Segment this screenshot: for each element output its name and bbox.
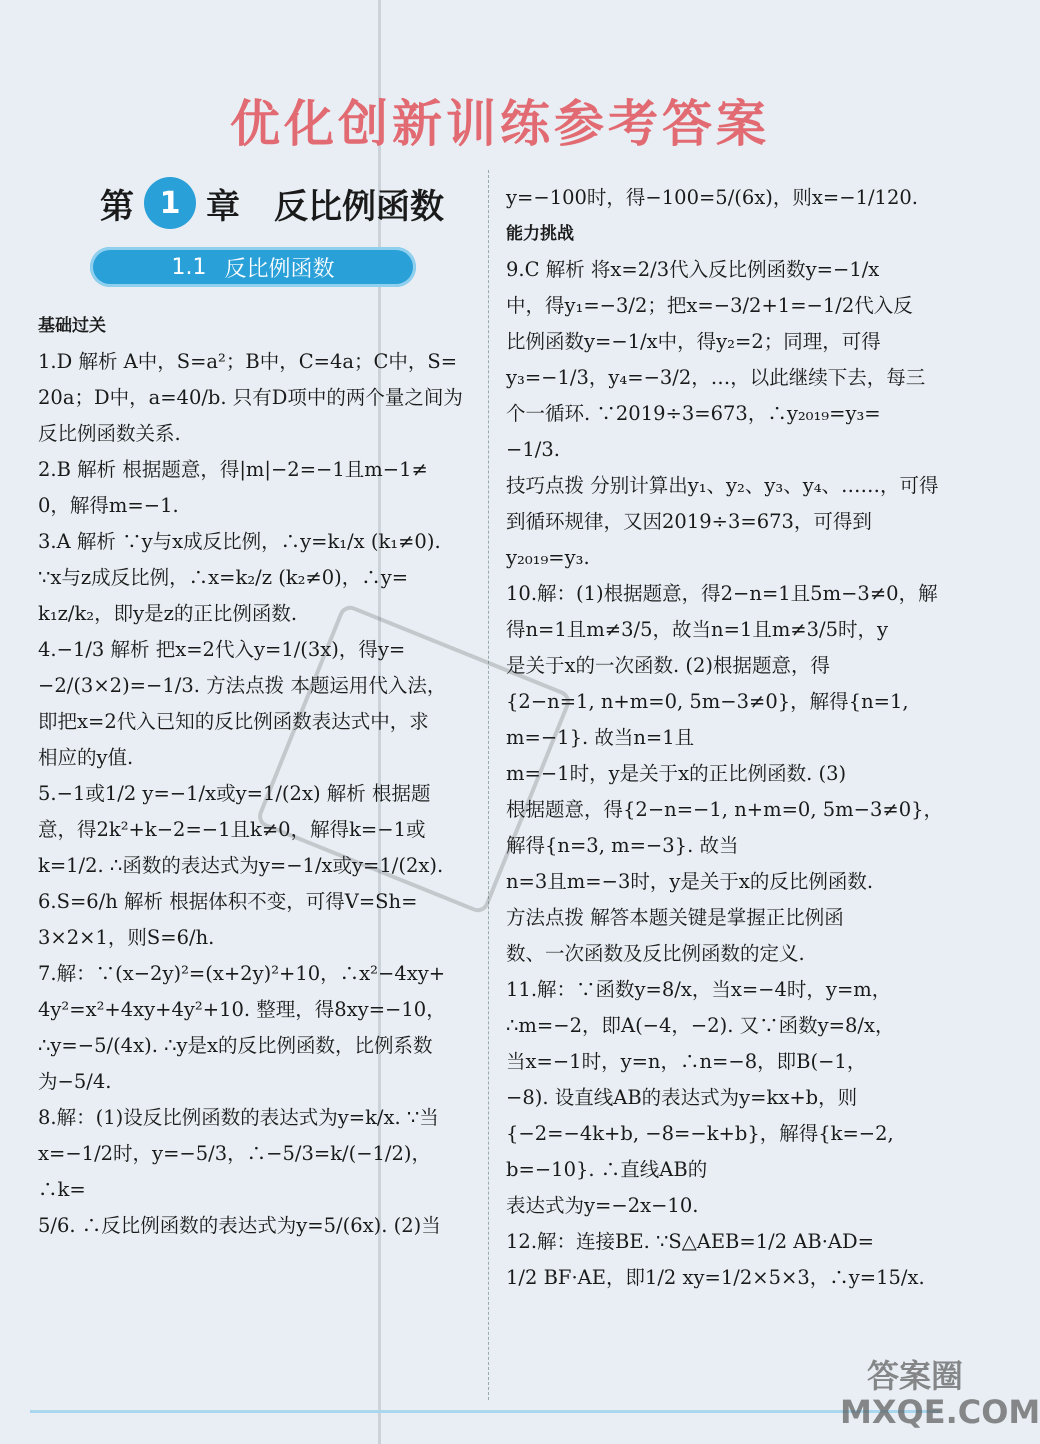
answer-line: 1.D 解析 A中，S=a²；B中，C=4a；C中，S= bbox=[38, 350, 458, 373]
answer-line: 根据题意，得{2−n=−1, n+m=0, 5m−3≠0}，解得{n=3, m=−3}. 故当 bbox=[506, 798, 944, 857]
answer-line: −1/3. bbox=[506, 438, 560, 461]
answer-line: 4y²=x²+4xy+4y²+10. 整理，得8xy=−10， bbox=[38, 998, 446, 1021]
chapter-prefix: 第 bbox=[100, 186, 134, 227]
section-heading: 能力挑战 bbox=[506, 224, 574, 244]
answer-line: 8.解：(1)设反比例函数的表达式为y=k/x. ∵当 bbox=[38, 1106, 439, 1129]
answer-line: y₂₀₁₉=y₃. bbox=[506, 546, 590, 569]
chapter-name: 反比例函数 bbox=[274, 186, 444, 227]
chapter-heading bbox=[100, 178, 444, 228]
section-heading: 基础过关 bbox=[38, 316, 106, 336]
answer-line: 比例函数y=−1/x中，得y₂=2；同理，可得 bbox=[506, 330, 881, 353]
section-name: 反比例函数 bbox=[224, 256, 335, 282]
answer-item bbox=[38, 524, 478, 632]
answer-item bbox=[38, 1100, 478, 1244]
answer-item bbox=[38, 344, 478, 452]
answer-line: 9.C 解析 将x=2/3代入反比例函数y=−1/x bbox=[506, 258, 880, 281]
answer-line: m=−1时，y是关于x的正比例函数. (3) bbox=[506, 762, 847, 785]
answer-item bbox=[506, 252, 946, 576]
answer-line: 3.A 解析 ∵y与x成反比例，∴y=k₁/x (k₁≠0). bbox=[38, 530, 441, 553]
answer-item bbox=[506, 1224, 946, 1296]
answer-line: 中，得y₁=−3/2；把x=−3/2+1=−1/2代入反 bbox=[506, 294, 913, 317]
answer-line: 7.解：∵(x−2y)²=(x+2y)²+10，∴x²−4xy+ bbox=[38, 962, 446, 985]
answer-line: {−2=−4k+b, −8=−k+b}，解得{k=−2, b=−10}. ∴直线AB的 bbox=[506, 1122, 894, 1181]
answer-item bbox=[38, 956, 478, 1100]
answer-line: 1/2 BF·AE，即1/2 xy=1/2×5×3，∴y=15/x. bbox=[506, 1266, 925, 1289]
answer-item bbox=[38, 884, 478, 956]
answer-line: 即把x=2代入已知的反比例函数表达式中，求 bbox=[38, 710, 429, 733]
answer-line: ∵x与z成反比例，∴x=k₂/z (k₂≠0)，∴y= bbox=[38, 566, 409, 589]
answer-line: 10.解：(1)根据题意，得2−n=1且5m−3≠0，解 bbox=[506, 582, 938, 605]
answer-line: 当x=−1时，y=n，∴n=−8，即B(−1， bbox=[506, 1050, 867, 1073]
answer-line: −2/(3×2)=−1/3. 方法点拨 本题运用代入法， bbox=[38, 674, 447, 697]
answer-line: k₁z/k₂，即y是z的正比例函数. bbox=[38, 602, 298, 625]
answer-line: 5/6. ∴反比例函数的表达式为y=5/(6x). (2)当 bbox=[38, 1214, 441, 1237]
answer-line: 为−5/4. bbox=[38, 1070, 112, 1093]
answer-line: y₃=−1/3，y₄=−3/2，…，以此继续下去，每三 bbox=[506, 366, 926, 389]
chapter-suffix: 章 bbox=[206, 186, 240, 227]
answer-line: 个一循环. ∵2019÷3=673，∴y₂₀₁₉=y₃= bbox=[506, 402, 881, 425]
answer-line: x=−1/2时，y=−5/3，∴−5/3=k/(−1/2)，∴k= bbox=[38, 1142, 432, 1201]
answer-line: y=−100时，得−100=5/(6x)，则x=−1/120. bbox=[506, 186, 918, 209]
answer-line: 方法点拨 解答本题关键是掌握正比例函 bbox=[506, 906, 844, 929]
answer-line: k=1/2. ∴函数的表达式为y=−1/x或y=1/(2x). bbox=[38, 854, 444, 877]
answer-line: −8). 设直线AB的表达式为y=kx+b，则 bbox=[506, 1086, 858, 1109]
chapter-number-badge: 1 bbox=[144, 177, 196, 229]
answer-line: 意，得2k²+k−2=−1且k≠0，解得k=−1或 bbox=[38, 818, 426, 841]
answer-line: ∴y=−5/(4x). ∴y是x的反比例函数，比例系数 bbox=[38, 1034, 433, 1057]
answer-line: 6.S=6/h 解析 根据体积不变，可得V=Sh= bbox=[38, 890, 418, 913]
answer-line: 12.解：连接BE. ∵S△AEB=1/2 AB·AD= bbox=[506, 1230, 874, 1253]
answer-line: 3×2×1，则S=6/h. bbox=[38, 926, 215, 949]
answer-line: 20a；D中，a=40/b. 只有D项中的两个量之间为 bbox=[38, 386, 463, 409]
answer-line: 5.−1或1/2 y=−1/x或y=1/(2x) 解析 根据题 bbox=[38, 782, 431, 805]
answer-line: ∴m=−2，即A(−4，−2). 又∵函数y=8/x， bbox=[506, 1014, 895, 1037]
answer-line: 到循环规律，又因2019÷3=673，可得到 bbox=[506, 510, 872, 533]
answer-line: 得n=1且m≠3/5，故当n=1且m≠3/5时，y bbox=[506, 618, 889, 641]
answer-item bbox=[506, 180, 946, 216]
footer-rule bbox=[30, 1410, 940, 1413]
page-title: 优化创新训练参考答案 bbox=[230, 95, 770, 153]
answer-line: 反比例函数关系. bbox=[38, 422, 181, 445]
answer-line: 表达式为y=−2x−10. bbox=[506, 1194, 699, 1217]
answer-line: 0，解得m=−1. bbox=[38, 494, 179, 517]
answer-line: n=3且m=−3时，y是关于x的反比例函数. bbox=[506, 870, 874, 893]
answer-line: 技巧点拨 分别计算出y₁、y₂、y₃、y₄、……，可得 bbox=[506, 474, 939, 497]
answer-item bbox=[506, 576, 946, 972]
answer-line: 11.解：∵函数y=8/x，当x=−4时，y=m， bbox=[506, 978, 892, 1001]
answer-line: 是关于x的一次函数. (2)根据题意，得 bbox=[506, 654, 831, 677]
section-number: 1.1 bbox=[171, 254, 207, 280]
answer-line: 相应的y值. bbox=[38, 746, 134, 769]
site-logo: 答案圈 MXQE.COM bbox=[840, 1357, 1040, 1431]
answer-line: 4.−1/3 解析 把x=2代入y=1/(3x)，得y= bbox=[38, 638, 406, 661]
answer-line: {2−n=1, n+m=0, 5m−3≠0}，解得{n=1, m=−1}. 故当n=1且 bbox=[506, 690, 909, 749]
answer-line: 2.B 解析 根据题意，得|m|−2=−1且m−1≠ bbox=[38, 458, 428, 481]
answer-line: 数、一次函数及反比例函数的定义. bbox=[506, 942, 805, 965]
right-column bbox=[506, 180, 946, 1296]
answer-item bbox=[506, 972, 946, 1224]
section-bar bbox=[90, 247, 416, 287]
answer-item bbox=[38, 452, 478, 524]
